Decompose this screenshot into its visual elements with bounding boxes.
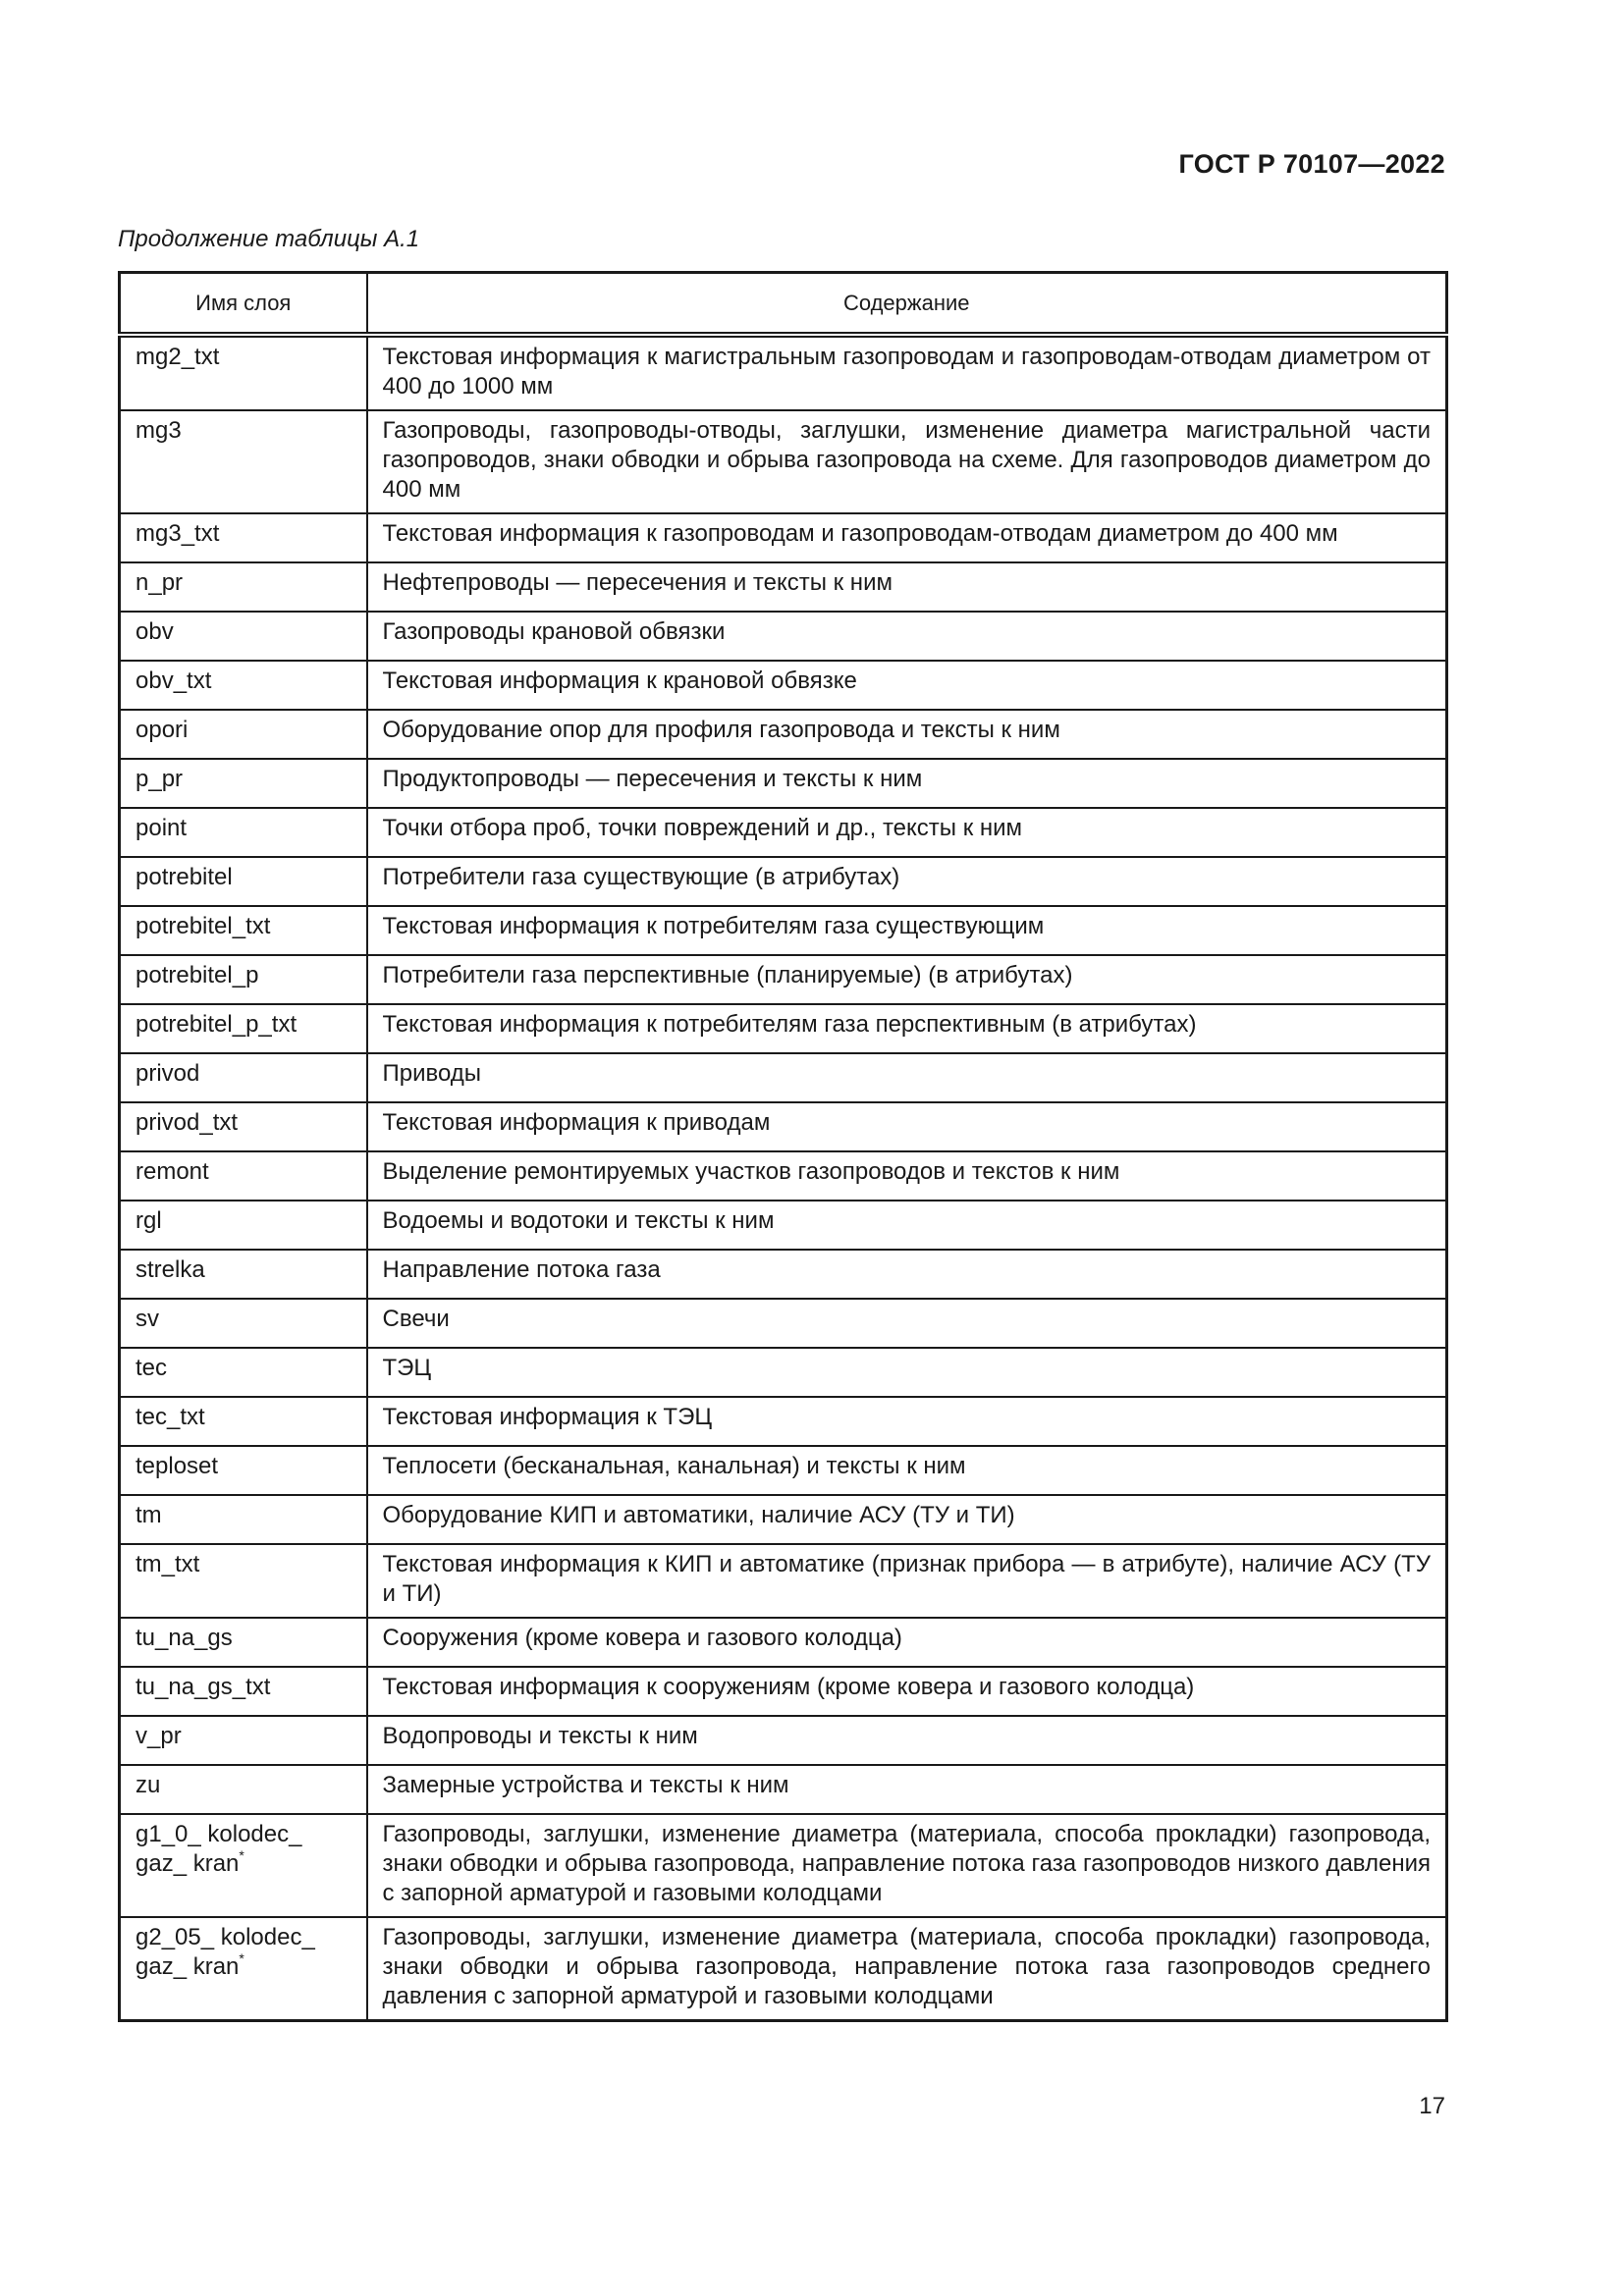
- layer-name-cell: [120, 513, 367, 562]
- layer-name: point: [135, 815, 188, 841]
- table-row: [120, 661, 1447, 710]
- table-row: [120, 1397, 1447, 1446]
- table-row: [120, 1446, 1447, 1495]
- layer-name: potrebitel_txt: [135, 913, 271, 939]
- layer-content: Текстовая информация к КИП и автоматике (признак прибора — в атрибуте), наличие АСУ (ТУ и ТИ): [367, 1544, 1447, 1618]
- layer-content: Текстовая информация к магистральным газопроводам и газопроводам-отводам диаметром от 400 до 1000 мм: [367, 335, 1447, 410]
- layer-content: Газопроводы, заглушки, изменение диаметра (материала, способа прокладки) газопровода, знаки обводки и обрыва газопровода, направление потока газа газопроводов низкого давления с запорной арматурой и газовыми колодцами: [367, 1814, 1447, 1917]
- table-row: [120, 906, 1447, 955]
- table-header-row: [120, 273, 1447, 336]
- layer-name-cell: [120, 335, 367, 410]
- layer-name-cell: [120, 955, 367, 1004]
- layer-name-cell: [120, 1348, 367, 1397]
- layer-name: mg3: [135, 417, 182, 444]
- layer-name: tec_txt: [135, 1404, 205, 1430]
- layer-name-cell: [120, 410, 367, 513]
- layer-name-cell: [120, 1299, 367, 1348]
- layer-content: Газопроводы, газопроводы-отводы, заглушки, изменение диаметра магистральной части газопроводов, знаки обводки и обрыва газопровода на схеме. Для газопроводов диаметром до 400 мм: [367, 410, 1447, 513]
- table-row: [120, 1814, 1447, 1917]
- layer-content: Водопроводы и тексты к ним: [367, 1716, 1447, 1765]
- table-row: [120, 1716, 1447, 1765]
- layer-name: remont: [135, 1158, 209, 1185]
- layer-name: obv: [135, 618, 174, 645]
- table-row: [120, 1102, 1447, 1151]
- layer-name-cell: [120, 710, 367, 759]
- layer-name-cell: [120, 562, 367, 612]
- layer-name-cell: [120, 906, 367, 955]
- layer-content: Газопроводы крановой обвязки: [367, 612, 1447, 661]
- layer-name: g2_05_ kolodec_ gaz_ kran: [135, 1924, 315, 1980]
- layer-name-cell: [120, 1716, 367, 1765]
- header-layer-name: Имя слоя: [120, 273, 367, 336]
- layer-name-cell: [120, 1151, 367, 1201]
- layer-name: privod_txt: [135, 1109, 239, 1136]
- footnote-marker: *: [239, 1847, 244, 1863]
- layer-content: Оборудование опор для профиля газопровода и тексты к ним: [367, 710, 1447, 759]
- table-row: [120, 1299, 1447, 1348]
- table-row: [120, 562, 1447, 612]
- layer-name: mg2_txt: [135, 344, 220, 370]
- layer-content: Свечи: [367, 1299, 1447, 1348]
- layer-name: tm: [135, 1502, 162, 1528]
- table-row: [120, 410, 1447, 513]
- layer-content: Приводы: [367, 1053, 1447, 1102]
- layer-content: Оборудование КИП и автоматики, наличие АСУ (ТУ и ТИ): [367, 1495, 1447, 1544]
- layer-name: tec: [135, 1355, 168, 1381]
- layer-name-cell: [120, 1250, 367, 1299]
- layer-name-cell: [120, 1201, 367, 1250]
- table-row: [120, 1618, 1447, 1667]
- layer-name-cell: [120, 1618, 367, 1667]
- page-number: 17: [1419, 2093, 1445, 2119]
- layer-content: Замерные устройства и тексты к ним: [367, 1765, 1447, 1814]
- table-row: [120, 335, 1447, 410]
- layer-name-cell: [120, 857, 367, 906]
- layer-content: Выделение ремонтируемых участков газопроводов и текстов к ним: [367, 1151, 1447, 1201]
- layer-name: zu: [135, 1772, 161, 1798]
- layer-content: Текстовая информация к приводам: [367, 1102, 1447, 1151]
- standard-number: ГОСТ Р 70107—2022: [1178, 149, 1445, 179]
- table-row: [120, 710, 1447, 759]
- layer-name-cell: [120, 1102, 367, 1151]
- header-content: Содержание: [367, 273, 1447, 336]
- layer-content: Текстовая информация к газопроводам и газопроводам-отводам диаметром до 400 мм: [367, 513, 1447, 562]
- layer-name-cell: [120, 661, 367, 710]
- layer-content: Теплосети (бесканальная, канальная) и тексты к ним: [367, 1446, 1447, 1495]
- layer-name: privod: [135, 1060, 200, 1087]
- layer-name-cell: [120, 1004, 367, 1053]
- layer-content: ТЭЦ: [367, 1348, 1447, 1397]
- table-row: [120, 857, 1447, 906]
- layer-content: Потребители газа перспективные (планируемые) (в атрибутах): [367, 955, 1447, 1004]
- table-row: [120, 1765, 1447, 1814]
- layer-name: obv_txt: [135, 667, 212, 694]
- layer-name: sv: [135, 1306, 159, 1332]
- layer-name: potrebitel_p: [135, 962, 259, 988]
- layer-name: potrebitel: [135, 864, 233, 890]
- layer-name-cell: [120, 1495, 367, 1544]
- layer-name: tm_txt: [135, 1551, 200, 1577]
- layer-content: Продуктопроводы — пересечения и тексты к ним: [367, 759, 1447, 808]
- layer-name-cell: [120, 1446, 367, 1495]
- layer-content: Текстовая информация к ТЭЦ: [367, 1397, 1447, 1446]
- layer-name: rgl: [135, 1207, 162, 1234]
- layer-name-cell: [120, 612, 367, 661]
- layer-name-cell: [120, 808, 367, 857]
- table-row: [120, 1151, 1447, 1201]
- table-row: [120, 1004, 1447, 1053]
- table-row: [120, 1667, 1447, 1716]
- layer-name: v_pr: [135, 1723, 182, 1749]
- layer-name-cell: [120, 1917, 367, 2021]
- layer-name-cell: [120, 1814, 367, 1917]
- layer-content: Нефтепроводы — пересечения и тексты к ним: [367, 562, 1447, 612]
- layer-name-cell: [120, 1765, 367, 1814]
- layer-name: p_pr: [135, 766, 184, 792]
- footnote-marker: *: [239, 1950, 244, 1966]
- layer-content: Сооружения (кроме ковера и газового колодца): [367, 1618, 1447, 1667]
- layer-name: tu_na_gs: [135, 1625, 233, 1651]
- layer-name: teploset: [135, 1453, 219, 1479]
- layer-name-cell: [120, 1544, 367, 1618]
- layer-name: mg3_txt: [135, 520, 220, 547]
- layer-name: strelka: [135, 1256, 205, 1283]
- table-row: [120, 1917, 1447, 2021]
- layer-content: Водоемы и водотоки и тексты к ним: [367, 1201, 1447, 1250]
- layer-name-cell: [120, 1667, 367, 1716]
- layer-content: Текстовая информация к потребителям газа существующим: [367, 906, 1447, 955]
- table-row: [120, 1348, 1447, 1397]
- layer-name-cell: [120, 1397, 367, 1446]
- table-row: [120, 612, 1447, 661]
- table-row: [120, 955, 1447, 1004]
- layer-name: n_pr: [135, 569, 184, 596]
- layer-name: tu_na_gs_txt: [135, 1674, 271, 1700]
- layer-content: Текстовая информация к крановой обвязке: [367, 661, 1447, 710]
- table-row: [120, 1495, 1447, 1544]
- layer-name: g1_0_ kolodec_ gaz_ kran: [135, 1821, 302, 1877]
- table-row: [120, 1250, 1447, 1299]
- layers-table: [118, 271, 1448, 2022]
- table-row: [120, 1201, 1447, 1250]
- layer-content: Направление потока газа: [367, 1250, 1447, 1299]
- layer-content: Потребители газа существующие (в атрибутах): [367, 857, 1447, 906]
- layer-name-cell: [120, 759, 367, 808]
- table-row: [120, 808, 1447, 857]
- table-row: [120, 513, 1447, 562]
- table-row: [120, 1053, 1447, 1102]
- layer-name: opori: [135, 717, 189, 743]
- layer-name-cell: [120, 1053, 367, 1102]
- layer-name: potrebitel_p_txt: [135, 1011, 298, 1038]
- layer-content: Текстовая информация к потребителям газа перспективным (в атрибутах): [367, 1004, 1447, 1053]
- layer-content: Точки отбора проб, точки повреждений и др., тексты к ним: [367, 808, 1447, 857]
- layer-content: Газопроводы, заглушки, изменение диаметра (материала, способа прокладки) газопровода, знаки обводки и обрыва газопровода, направление потока газа газопроводов среднего давления с запорной арматурой и газовыми колодцами: [367, 1917, 1447, 2021]
- table-row: [120, 1544, 1447, 1618]
- table-caption: Продолжение таблицы А.1: [118, 226, 420, 252]
- layer-content: Текстовая информация к сооружениям (кроме ковера и газового колодца): [367, 1667, 1447, 1716]
- table-row: [120, 759, 1447, 808]
